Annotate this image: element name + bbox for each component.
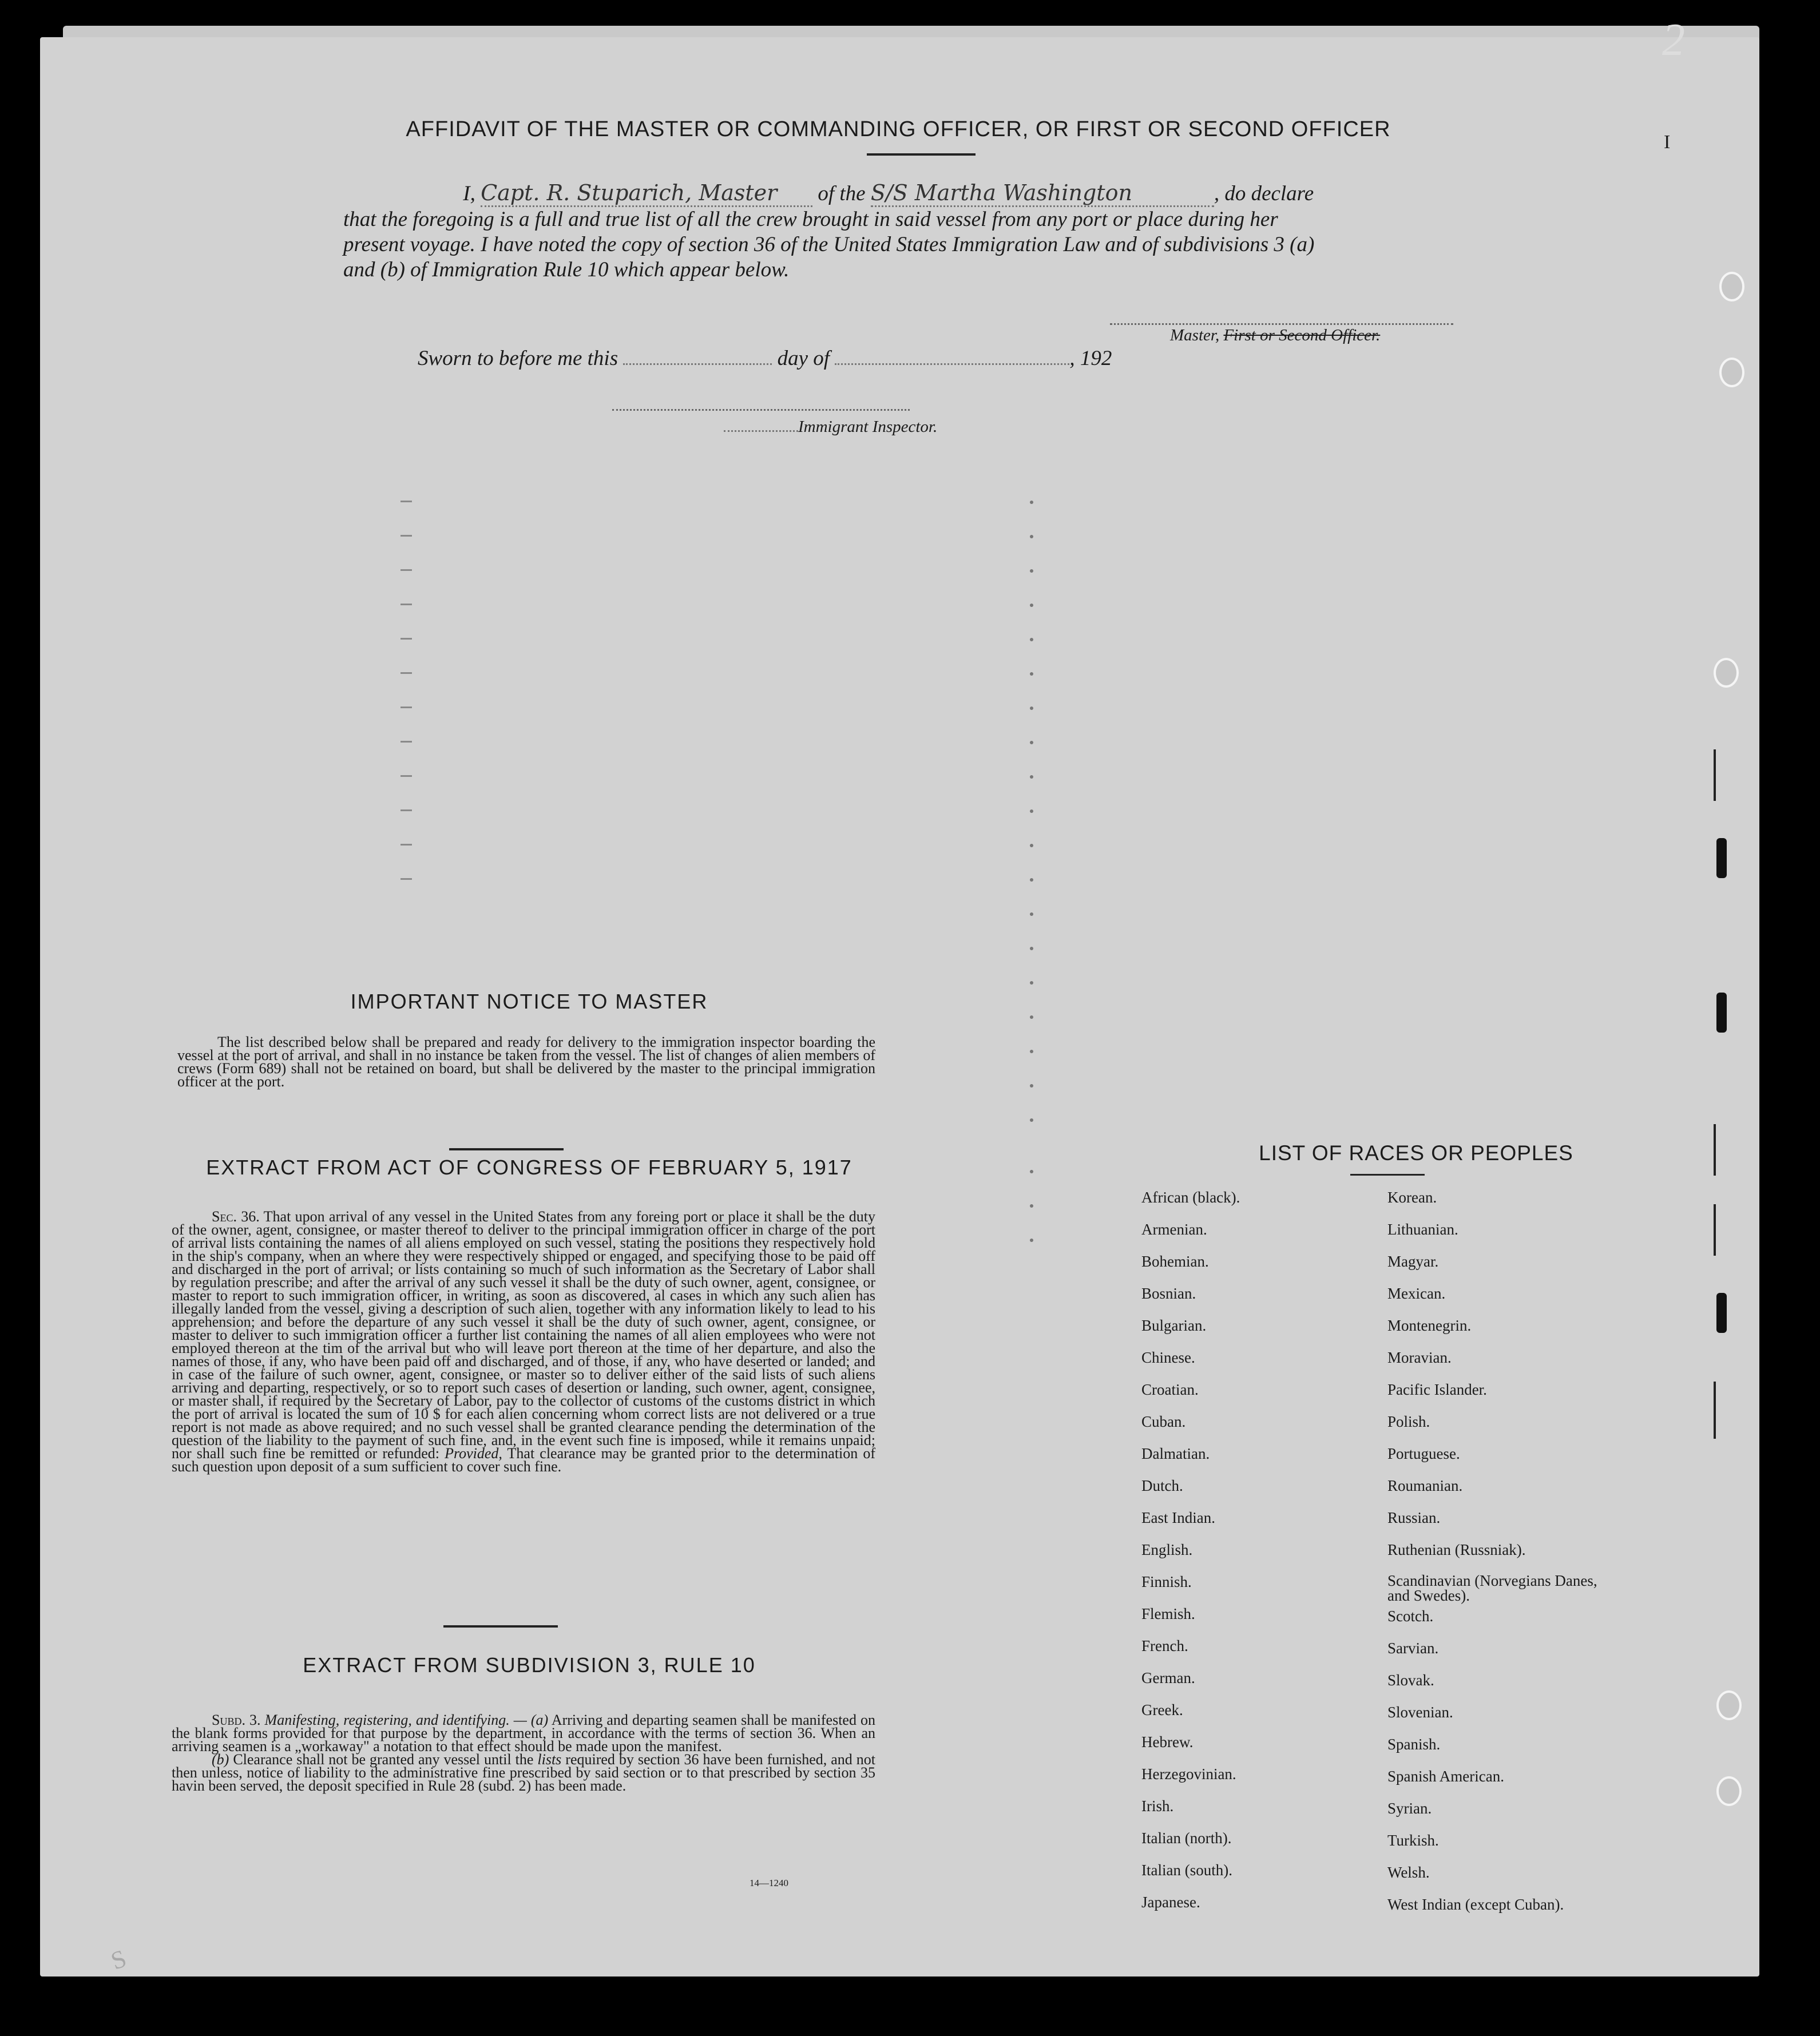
inspector-label: Immigrant Inspector. [724, 418, 937, 436]
race-item: Dalmatian. [1141, 1445, 1210, 1462]
binder-hole [1716, 1776, 1742, 1806]
race-item: African (black). [1141, 1189, 1240, 1206]
document-page [40, 37, 1759, 1977]
corner-number: 2 [1662, 15, 1685, 65]
edge-tab [1716, 1293, 1727, 1333]
edge-tab-line [1714, 749, 1716, 801]
race-item: Chinese. [1141, 1349, 1195, 1366]
race-item: Italian (north). [1141, 1829, 1232, 1847]
bottom-margin-mark: S [107, 1944, 130, 1975]
race-item: Hebrew. [1141, 1733, 1193, 1751]
form-number: 14—1240 [750, 1878, 788, 1888]
race-item: English. [1141, 1541, 1193, 1558]
subdivision-title: EXTRACT FROM SUBDIVISION 3, RULE 10 [303, 1653, 756, 1677]
race-item: Scandinavian (Norvegians Danes, and Swedes). [1387, 1572, 1597, 1604]
race-item: Ruthenian (Russniak). [1387, 1541, 1526, 1558]
race-item: Greek. [1141, 1701, 1183, 1719]
race-item: Montenegrin. [1387, 1317, 1472, 1334]
race-item: Polish. [1387, 1413, 1430, 1430]
race-item: Finnish. [1141, 1573, 1192, 1590]
subdivision-top-rule [443, 1625, 558, 1628]
act-title: EXTRACT FROM ACT OF CONGRESS OF FEBRUARY 5, 1917 [206, 1156, 852, 1179]
master-signature-line [1110, 323, 1453, 325]
race-item: West Indian (except Cuban). [1387, 1896, 1564, 1913]
race-item: Sarvian. [1387, 1640, 1439, 1657]
of-the-text: of the [818, 182, 866, 205]
race-item: Irish. [1141, 1797, 1174, 1815]
race-item: Slovak. [1387, 1672, 1434, 1689]
race-item: Spanish. [1387, 1736, 1441, 1753]
edge-tab-line [1714, 1204, 1716, 1256]
edge-tab [1716, 993, 1727, 1033]
race-item: Bulgarian. [1141, 1317, 1207, 1334]
race-item: German. [1141, 1669, 1195, 1686]
race-item: Magyar. [1387, 1253, 1439, 1270]
race-item: Armenian. [1141, 1221, 1207, 1238]
race-item: Croatian. [1141, 1381, 1199, 1398]
master-signature-label: Master, First or Second Officer. [1170, 326, 1381, 344]
race-item: Flemish. [1141, 1605, 1195, 1622]
race-item: Scotch. [1387, 1608, 1434, 1625]
declarant-name-handwritten: Capt. R. Stuparich, Master [481, 180, 812, 207]
race-item: Dutch. [1141, 1477, 1183, 1494]
binder-hole [1719, 272, 1744, 301]
declaration-line-2: that the foregoing is a full and true list of all the crew brought in said vessel from any port or place during her [343, 208, 1278, 231]
edge-tab [1716, 838, 1727, 878]
subdivision-text: Subd. 3. Manifesting, registering, and identifying. — (a) Arriving and departing seamen shall be manifested on the blank forms provided for that purpose by the department, in accordance with the terms of section 36. When an arriving seamen is a „workaway" a notation to that effect should be made upon the manifest. (b) Clearance shall not be granted any vessel until the lists required by section 36 have been furnished, and not then unless, notice of liability to the administrative fine prescribed by said section or to that prescribed by section 35 havin been served, the deposit specified in Rule 28 (subd. 2) has been made. [172, 1712, 876, 1794]
race-item: Herzegovinian. [1141, 1765, 1236, 1783]
races-title-underline [1350, 1174, 1425, 1176]
title-underline [867, 153, 976, 156]
act-top-rule [449, 1148, 564, 1150]
race-item: East Indian. [1141, 1509, 1215, 1526]
race-item: Moravian. [1387, 1349, 1452, 1366]
race-item: Portuguese. [1387, 1445, 1460, 1462]
declaration-line-3: present voyage. I have noted the copy of section 36 of the United States Immigration Law and of subdivisions 3 (a) [343, 233, 1315, 256]
binder-hole [1719, 358, 1744, 387]
edge-tab-line [1714, 1382, 1716, 1439]
race-item: Syrian. [1387, 1800, 1432, 1817]
act-text: Sec. 36. That upon arrival of any vessel in the United States from any foreing port or place it shall be the duty of the owner, agent, consignee, or master thereof to deliver to the principal immigration officer in charge of the port of arrival lists containing the names of all aliens employed on such vessel, stating the positions they respectively hold in the ship's company, when an where they were respectively shipped or engaged, and specifying those to be paid off and discharged in the port of arrival; or lists containing so much of such information as the Secretary of Labor shall by regulation prescribe; and after the arrival of any such vessel it shall be the duty of such owner, agent, consignee, or master to report to such immigration officer, in writing, as soon as discovered, al cases in which any such alien has illegally landed from the vessel, giving a description of such alien, together with any information likely to lead to his apprehension; and before the departure of any such vessel it shall be the duty of such owner, agent, consignee, or master to deliver to such immigration officer a further list containing the names of all alien employees who were not employed thereon at the tim of the arrival but who will leave port thereon at the time of her departure, and also the names of those, if any, who have been paid off and discharged, and of those, if any, who have deserted or landed; and in case of the failure of such owner, agent, consignee, or master so to deliver either of the said lists of such aliens arriving and departing, respectively, or so to report such cases of desertion or landing, such owner, agent, consignee, or master shall, if required by the Secretary of Labor, pay to the collector of customs of the customs district in which the port of arrival is located the sum of 10 $ for each alien concerning whom correct lists are not delivered or a true report is not made as above required; and no such vessel shall be granted clearance pending the determination of the question of the liability to the payment of such fine, and, in the event such fine is imposed, while it remains unpaid; nor shall such fine be remitted or refunded: Provided, That clearance may be granted prior to the determination of such question upon deposit of a sum sufficient to cover such fine. [172, 1208, 876, 1475]
binder-hole [1716, 1690, 1742, 1720]
race-item: French. [1141, 1637, 1188, 1654]
race-item: Italian (south). [1141, 1862, 1232, 1879]
affidavit-declaration [343, 180, 1465, 283]
race-item: Korean. [1387, 1189, 1437, 1206]
race-item: Spanish American. [1387, 1768, 1504, 1785]
race-item: Slovenian. [1387, 1704, 1453, 1721]
affidavit-prefix: I, [463, 182, 475, 205]
race-item: Turkish. [1387, 1832, 1439, 1849]
race-item: Welsh. [1387, 1864, 1430, 1881]
binder-hole [1714, 658, 1739, 688]
edge-tab-line [1714, 1124, 1716, 1176]
race-item: Japanese. [1141, 1894, 1200, 1911]
race-item: Mexican. [1387, 1285, 1446, 1302]
declare-text: , do declare [1214, 182, 1314, 205]
race-item: Pacific Islander. [1387, 1381, 1487, 1398]
notice-title: IMPORTANT NOTICE TO MASTER [350, 990, 708, 1013]
race-item: Bohemian. [1141, 1253, 1209, 1270]
race-item: Cuban. [1141, 1413, 1186, 1430]
vessel-name-handwritten: S/S Martha Washington [871, 180, 1214, 207]
inspector-signature-line [612, 409, 910, 411]
sworn-statement: Sworn to before me this day of , 192 [418, 347, 1112, 370]
affidavit-title: AFFIDAVIT OF THE MASTER OR COMMANDING OFFICER, OR FIRST OR SECOND OFFICER [406, 117, 1391, 141]
corner-mark: I [1664, 132, 1671, 153]
races-title: LIST OF RACES OR PEOPLES [1259, 1141, 1573, 1165]
notice-text: The list described below shall be prepared and ready for delivery to the immigration inspector boarding the vessel at the port of arrival, and shall in no instance be taken from the vessel. The list of changes of alien members of crews (Form 689) shall not be retained on board, but shall be delivered by the master to the principal immigration officer at the port. [177, 1034, 875, 1090]
race-item: Lithuanian. [1387, 1221, 1458, 1238]
race-item: Bosnian. [1141, 1285, 1196, 1302]
declaration-line-4: and (b) of Immigration Rule 10 which appear below. [343, 258, 790, 281]
race-item: Russian. [1387, 1509, 1441, 1526]
race-item: Roumanian. [1387, 1477, 1463, 1494]
